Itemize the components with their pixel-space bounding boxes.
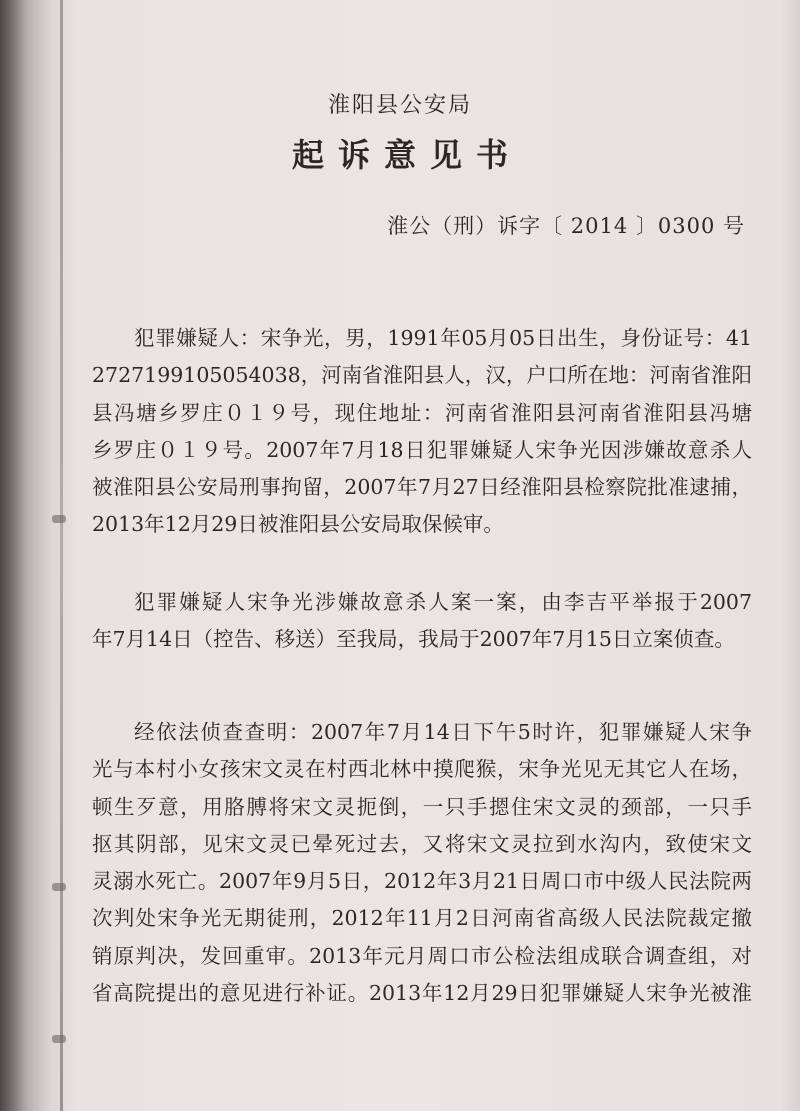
text-line: 2013年12月29日被淮阳县公安局取保候审。 <box>92 512 504 537</box>
text-line: 县冯塘乡罗庄０１９号，现住地址：河南省淮阳县河南省淮阳县冯塘 <box>92 400 752 425</box>
text-line: 顿生歹意，用胳膊将宋文灵扼倒，一只手摁住宋文灵的颈部，一只手 <box>92 794 752 819</box>
text-line: 光与本村小女孩宋文灵在村西北林中摸爬猴，宋争光见无其它人在场， <box>92 757 752 782</box>
text-line: 经依法侦查查明：2007年7月14日下午5时许，犯罪嫌疑人宋争 <box>134 720 752 744</box>
paragraph-case-filing <box>92 584 752 659</box>
text-line: 年7月14日（控告、移送）至我局，我局于2007年7月15日立案侦查。 <box>92 627 735 652</box>
document-title: 起诉意见书 <box>291 136 522 174</box>
agency-name: 淮阳县公安局 <box>327 93 472 118</box>
text-line: 销原判决，发回重审。2013年元月周口市公检法组成联合调查组，对 <box>92 943 752 968</box>
binding-staple <box>52 1035 66 1043</box>
text-line: 次判处宋争光无期徒刑，2012年11月2日河南省高级人民法院裁定撤 <box>92 906 752 931</box>
document-number: 淮公（刑）诉字〔 2014 〕0300 号 <box>387 214 745 238</box>
text-line: 犯罪嫌疑人宋争光涉嫌故意杀人案一案，由李吉平举报于2007 <box>134 590 752 614</box>
text-line: 2727199105054038，河南省淮阳县人，汉，户口所在地：河南省淮阳 <box>92 363 752 388</box>
binding-staple <box>52 515 66 523</box>
text-line: 乡罗庄０１９号。2007年7月18日犯罪嫌疑人宋争光因涉嫌故意杀人 <box>92 437 752 462</box>
text-line: 灵溺水死亡。2007年9月5日，2012年3月21日周口市中级人民法院两 <box>92 869 752 894</box>
text-line: 省高院提出的意见进行补证。2013年12月29日犯罪嫌疑人宋争光被淮 <box>92 981 752 1006</box>
binding-staple <box>52 883 66 891</box>
text-line: 被淮阳县公安局刑事拘留，2007年7月27日经淮阳县检察院批准逮捕， <box>92 475 752 500</box>
text-line: 抠其阴部，见宋文灵已晕死过去，又将宋文灵拉到水沟内，致使宋文 <box>92 831 752 856</box>
paragraph-investigation-findings <box>92 714 752 1012</box>
paragraph-suspect-info <box>92 320 752 544</box>
text-line: 犯罪嫌疑人：宋争光，男，1991年05月05日出生，身份证号：41 <box>134 326 752 350</box>
